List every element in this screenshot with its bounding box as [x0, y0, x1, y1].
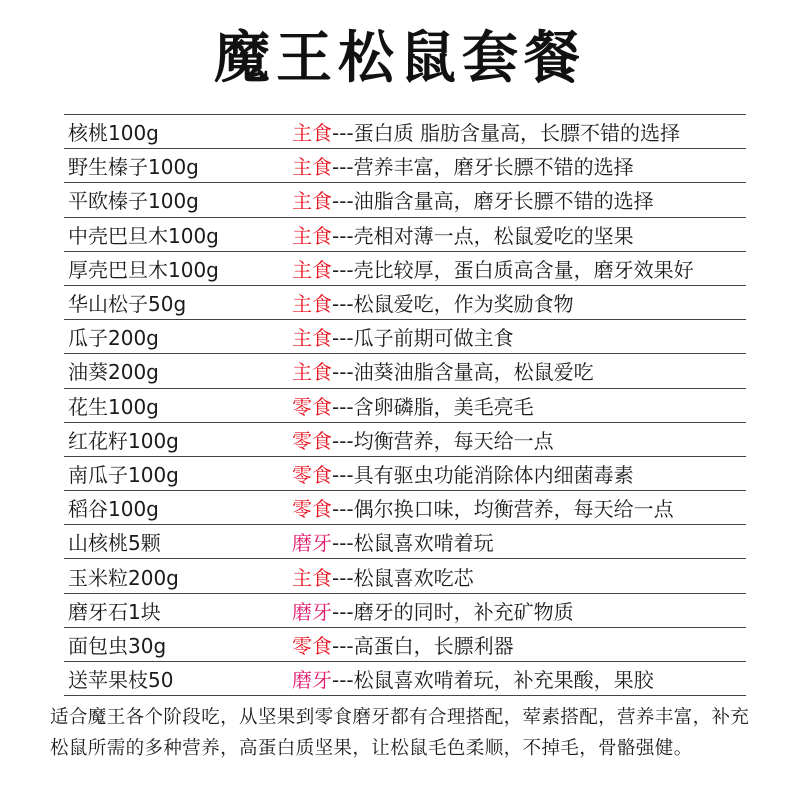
food-item-description: 营养丰富，磨牙长膘不错的选择 — [353, 155, 634, 180]
food-item-description: 油脂含量高，磨牙长膘不错的选择 — [353, 189, 654, 214]
food-item-description: 偶尔换口味，均衡营养，每天给一点 — [353, 497, 674, 522]
category-tag: 零食 — [292, 462, 332, 487]
category-tag: 磨牙 — [292, 599, 332, 624]
table-row — [64, 218, 746, 252]
food-item-description: 油葵油脂含量高，松鼠爱吃 — [353, 360, 594, 385]
table-row — [64, 149, 746, 183]
table-row — [64, 115, 746, 149]
food-item-name: 面包虫30g — [68, 633, 167, 658]
category-tag: 主食 — [292, 155, 332, 180]
separator: --- — [332, 633, 354, 658]
food-item-description: 具有驱虫功能消除体内细菌毒素 — [353, 462, 634, 487]
separator: --- — [332, 257, 354, 282]
food-item-description: 均衡营养，每天给一点 — [353, 428, 554, 453]
food-item-description-cell — [292, 117, 746, 146]
food-item-description: 松鼠喜欢吃芯 — [353, 565, 474, 590]
food-item-description: 磨牙的同时，补充矿物质 — [353, 599, 574, 624]
separator: --- — [332, 599, 354, 624]
category-tag: 零食 — [292, 497, 332, 522]
food-item-description: 松鼠喜欢啃着玩，补充果酸，果胶 — [353, 668, 654, 693]
food-item-name: 送苹果枝50 — [68, 668, 174, 693]
food-item-name: 瓜子200g — [68, 326, 159, 351]
food-item-name: 磨牙石1块 — [68, 599, 161, 624]
food-item-description: 蛋白质 脂肪含量高，长膘不错的选择 — [353, 121, 681, 146]
food-item-description-cell — [292, 562, 746, 591]
separator: --- — [332, 292, 354, 317]
food-item-description: 高蛋白，长膘利器 — [353, 633, 514, 658]
food-item-name: 中壳巴旦木100g — [68, 223, 219, 248]
food-item-name: 华山松子50g — [68, 292, 187, 317]
table-row — [64, 628, 746, 662]
food-item-description-cell — [292, 664, 746, 693]
table-row — [64, 559, 746, 593]
food-item-description-cell — [292, 493, 746, 522]
food-item-name: 野生榛子100g — [68, 155, 199, 180]
food-item-name: 山核桃5颗 — [68, 531, 161, 556]
food-item-name: 稻谷100g — [68, 497, 159, 522]
food-item-description: 含卵磷脂，美毛亮毛 — [353, 394, 534, 419]
category-tag: 主食 — [292, 326, 332, 351]
food-item-description-cell — [292, 185, 746, 214]
description-note: 适合魔王各个阶段吃，从坚果到零食磨牙都有合理搭配，荤素搭配，营养丰富，补充松鼠所需的多种营养，高蛋白质坚果，让松鼠毛色柔顺，不掉毛，骨骼强健。 — [50, 707, 750, 759]
food-item-description: 瓜子前期可做主食 — [353, 326, 514, 351]
category-tag: 主食 — [292, 292, 332, 317]
food-item-description-cell — [292, 459, 746, 488]
table-row — [64, 525, 746, 559]
food-item-name: 核桃100g — [68, 121, 159, 146]
separator: --- — [332, 428, 354, 453]
food-item-description: 壳相对薄一点，松鼠爱吃的坚果 — [353, 223, 634, 248]
food-item-description-cell — [292, 425, 746, 454]
table-row — [64, 594, 746, 628]
food-item-name: 平欧榛子100g — [68, 189, 199, 214]
food-item-description-cell — [292, 630, 746, 659]
food-item-description-cell — [292, 288, 746, 317]
table-row — [64, 423, 746, 457]
separator: --- — [332, 121, 354, 146]
table-row — [64, 252, 746, 286]
table-row — [64, 389, 746, 423]
table-row — [64, 183, 746, 217]
food-item-name: 油葵200g — [68, 360, 159, 385]
food-item-description-cell — [292, 151, 746, 180]
food-item-name: 花生100g — [68, 394, 159, 419]
food-item-name: 厚壳巴旦木100g — [68, 257, 219, 282]
table-row — [64, 320, 746, 354]
table-row — [64, 457, 746, 491]
category-tag: 主食 — [292, 360, 332, 385]
table-row — [64, 491, 746, 525]
separator: --- — [332, 668, 354, 693]
separator: --- — [332, 155, 354, 180]
separator: --- — [332, 565, 354, 590]
category-tag: 主食 — [292, 189, 332, 214]
separator: --- — [332, 531, 354, 556]
separator: --- — [332, 394, 354, 419]
food-item-description-cell — [292, 356, 746, 385]
category-tag: 零食 — [292, 394, 332, 419]
separator: --- — [332, 462, 354, 487]
food-item-name: 玉米粒200g — [68, 565, 179, 590]
food-item-description-cell — [292, 391, 746, 420]
table-row — [64, 286, 746, 320]
category-tag: 磨牙 — [292, 668, 332, 693]
food-item-description-cell — [292, 322, 746, 351]
food-item-description-cell — [292, 220, 746, 249]
food-item-description: 松鼠爱吃，作为奖励食物 — [353, 292, 574, 317]
separator: --- — [332, 189, 354, 214]
food-item-description: 壳比较厚，蛋白质高含量，磨牙效果好 — [353, 257, 694, 282]
food-item-name: 南瓜子100g — [68, 462, 179, 487]
separator: --- — [332, 360, 354, 385]
food-item-name: 红花籽100g — [68, 428, 179, 453]
separator: --- — [332, 497, 354, 522]
food-item-description-cell — [292, 596, 746, 625]
separator: --- — [332, 326, 354, 351]
category-tag: 零食 — [292, 633, 332, 658]
food-item-description-cell — [292, 527, 746, 556]
category-tag: 磨牙 — [292, 531, 332, 556]
food-item-description: 松鼠喜欢啃着玩 — [353, 531, 494, 556]
category-tag: 零食 — [292, 428, 332, 453]
category-tag: 主食 — [292, 121, 332, 146]
table-row — [64, 354, 746, 388]
separator: --- — [332, 223, 354, 248]
category-tag: 主食 — [292, 565, 332, 590]
category-tag: 主食 — [292, 223, 332, 248]
category-tag: 主食 — [292, 257, 332, 282]
table-row — [64, 662, 746, 696]
page-title: 魔王松鼠套餐 — [214, 26, 586, 91]
food-item-description-cell — [292, 254, 746, 283]
food-table — [64, 114, 746, 696]
